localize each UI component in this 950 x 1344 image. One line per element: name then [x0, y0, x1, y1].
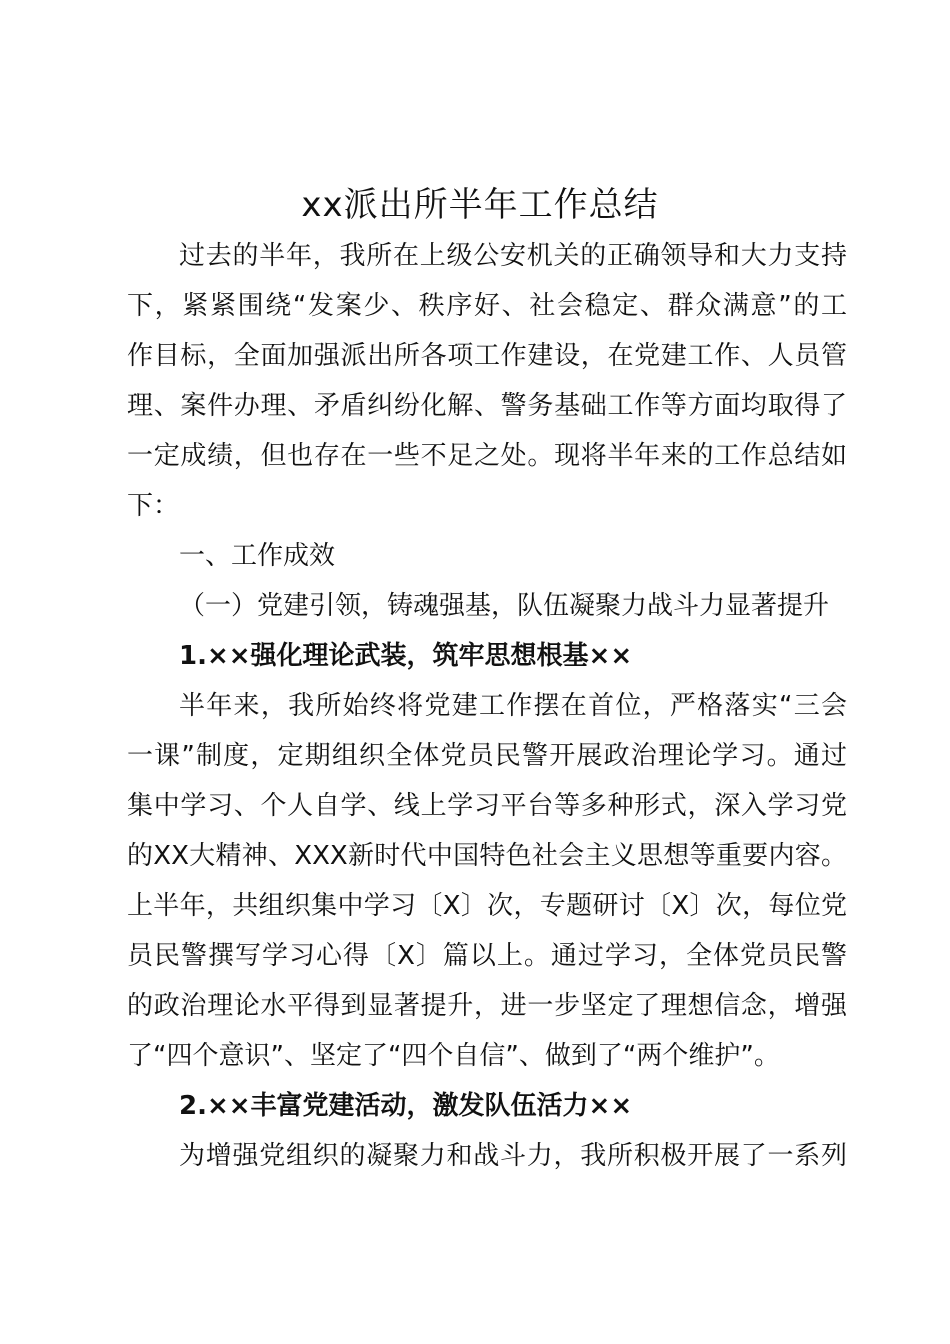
- text-line: 的政治理论水平得到显著提升，进一步坚定了理想信念，增强: [127, 991, 847, 1021]
- text-line: 半年来，我所始终将党建工作摆在首位，严格落实“三会: [179, 691, 847, 721]
- text-line: 一课”制度，定期组织全体党员民警开展政治理论学习。通过: [127, 741, 847, 771]
- text-line: 员民警撰写学习心得〔X〕篇以上。通过学习，全体党员民警: [127, 941, 847, 971]
- text-line: 集中学习、个人自学、线上学习平台等多种形式，深入学习党: [127, 791, 847, 821]
- text-line: 下：: [127, 491, 180, 521]
- section-heading-line: 2.××丰富党建活动，激发队伍活力××: [179, 1091, 633, 1121]
- document-body: [127, 231, 847, 1181]
- text-line: 了“四个意识”、坚定了“四个自信”、做到了“两个维护”。: [127, 1041, 780, 1071]
- text-line: 的XX大精神、XXX新时代中国特色社会主义思想等重要内容。: [127, 841, 847, 871]
- text-line: 为增强党组织的凝聚力和战斗力，我所积极开展了一系列: [179, 1141, 847, 1171]
- text-line: （一）党建引领，铸魂强基，队伍凝聚力战斗力显著提升: [179, 591, 830, 621]
- text-line: 上半年，共组织集中学习〔X〕次，专题研讨〔X〕次，每位党: [127, 891, 847, 921]
- text-line: 下，紧紧围绕“发案少、秩序好、社会稳定、群众满意”的工: [127, 291, 847, 321]
- document-title: xx派出所半年工作总结: [301, 185, 659, 225]
- text-line: 一定成绩，但也存在一些不足之处。现将半年来的工作总结如: [127, 441, 847, 471]
- text-line: 过去的半年，我所在上级公安机关的正确领导和大力支持: [179, 241, 847, 271]
- text-line: 一、工作成效: [179, 541, 336, 571]
- text-line: 作目标，全面加强派出所各项工作建设，在党建工作、人员管: [127, 341, 847, 371]
- section-heading-line: 1.××强化理论武装，筑牢思想根基××: [179, 641, 633, 671]
- text-line: 理、案件办理、矛盾纠纷化解、警务基础工作等方面均取得了: [127, 391, 847, 421]
